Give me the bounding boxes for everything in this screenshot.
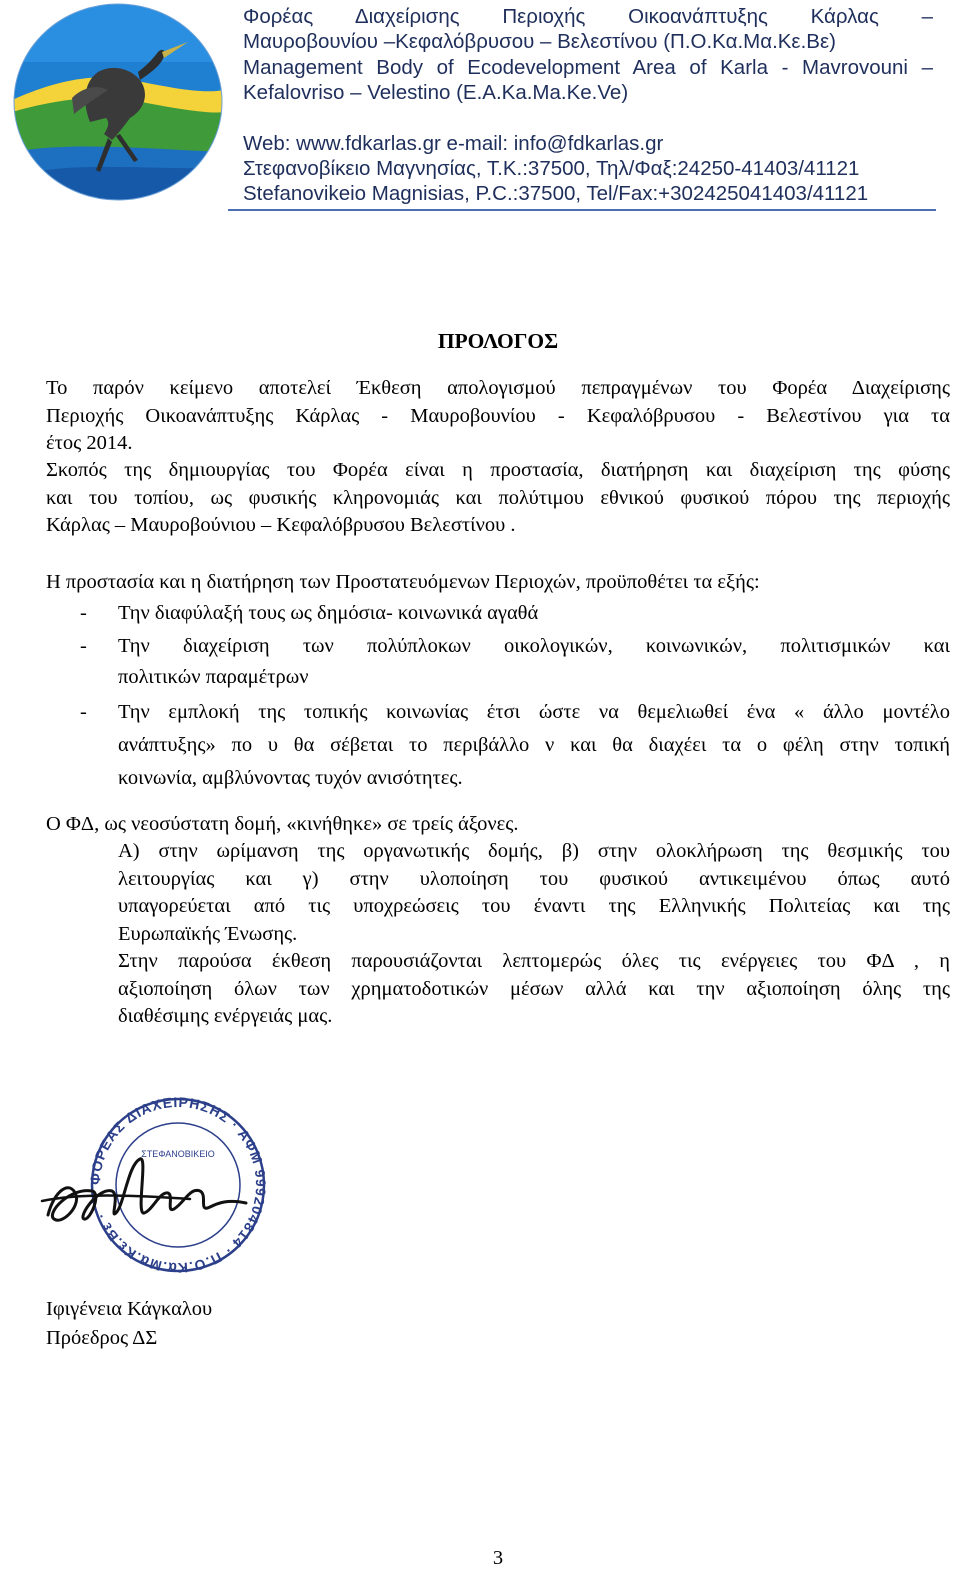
paragraph-purpose-line-2: και του τοπίου, ως φυσικής κληρονομιάς και πολύτιμου εθνικού φυσικού πόρου της περιοχής xyxy=(46,486,950,509)
paragraph-intro-line-3: έτος 2014. xyxy=(46,432,133,454)
paragraph-intro-line-1: Το παρόν κείμενο αποτελεί Έκθεση απολογισμού πεπραγμένων του Φορέα Διαχείρισης xyxy=(46,377,950,399)
paragraph-purpose xyxy=(46,457,950,540)
stamp-center-text: ΣΤΕΦΑΝΟΒΙΚΕΙΟ xyxy=(141,1149,215,1159)
page-number: 3 xyxy=(492,1547,504,1569)
bullet-text-line: ανάπτυξης» πο υ θα σέβεται το περιβάλλο ν και θα διαχέει τα ο φέλη στην τοπική xyxy=(118,734,950,756)
paragraph-purpose-line-1: Σκοπός της δημιουργίας του Φορέα είναι η προστασία, διατήρηση και διαχείριση της φύσης xyxy=(46,459,950,481)
signatory-role: Πρόεδρος ΔΣ xyxy=(46,1327,158,1349)
signatory-name: Ιφιγένεια Κάγκαλου xyxy=(46,1298,213,1320)
paragraph-report-summary xyxy=(118,948,950,1031)
header-line-2: Μαυροβουνίου –Κεφαλόβρυσου – Βελεστίνου (Π.Ο.Κα.Μα.Κε.Βε) xyxy=(243,30,836,54)
bullet-text-line: Την διαχείριση των πολύπλοκων οικολογικών, κοινωνικών, πολιτισμικών και xyxy=(118,635,950,657)
bullet-list xyxy=(80,598,950,795)
heron-logo xyxy=(12,2,224,202)
bullet-item xyxy=(80,696,950,795)
paragraph-report-line-1: Στην παρούσα έκθεση παρουσιάζονται λεπτομερώς όλες τις ενέργειες του ΦΔ , η xyxy=(118,950,950,972)
header-line-4: Kefalovriso – Velestino (E.A.Ka.Ma.Ke.Ve) xyxy=(243,81,629,105)
page-title: ΠΡΟΛΟΓΟΣ xyxy=(437,329,559,353)
paragraph-intro xyxy=(46,375,950,458)
bullet-text: Την διαφύλαξή τους ως δημόσια- κοινωνικά αγαθά xyxy=(118,602,539,624)
signatory-block xyxy=(46,1295,212,1353)
official-stamp-signature xyxy=(40,1095,270,1275)
bullet-item xyxy=(80,631,950,693)
bullet-text-line: Την εμπλοκή της τοπικής κοινωνίας έτσι ώστε να θεμελιωθεί ένα « άλλο μοντέλο xyxy=(118,701,950,723)
paragraph-intro-line-2: Περιοχής Οικοανάπτυξης Κάρλας - Μαυροβουνίου - Κεφαλόβρυσου - Βελεστίνου για τα xyxy=(46,404,950,427)
paragraph-prerequisites: Η προστασία και η διατήρηση των Προστατευόμενων Περιοχών, προϋποθέτει τα εξής: xyxy=(46,571,760,593)
header-address-english: Stefanovikeio Magnisias, P.C.:37500, Tel/Fax:+302425041403/41121 xyxy=(243,182,869,206)
paragraph-axes-detail xyxy=(118,838,950,948)
paragraph-axes: Ο ΦΔ, ως νεοσύστατη δομή, «κινήθηκε» σε τρείς άξονες. xyxy=(46,813,519,835)
header-divider xyxy=(228,209,936,211)
paragraph-purpose-line-3: Κάρλας – Μαυροβούνιου – Κεφαλόβρυσου Βελεστίνου . xyxy=(46,514,516,536)
bullet-dash: - xyxy=(80,635,87,657)
bullet-dash: - xyxy=(80,701,87,723)
organization-header xyxy=(243,4,933,207)
header-line-1: Φορέας Διαχείρισης Περιοχής Οικοανάπτυξης Κάρλας – xyxy=(243,5,933,28)
bullet-dash: - xyxy=(80,602,87,624)
paragraph-axes-line-3: υπαγορεύεται από τις υποχρεώσεις του έναντι της Ελληνικής Πολιτείας και της xyxy=(118,895,950,917)
header-web-email: Web: www.fdkarlas.gr e-mail: info@fdkarlas.gr xyxy=(243,131,664,155)
paragraph-report-line-2: αξιοποίηση όλων των χρηματοδοτικών μέσων αλλά και την αξιοποίηση όλης της xyxy=(118,977,950,1000)
paragraph-report-line-3: διαθέσιμης ενέργειάς μας. xyxy=(118,1005,333,1027)
paragraph-axes-line-2: λειτουργίας και γ) στην υλοποίηση του φυσικού αντικειμένου όπως αυτό xyxy=(118,867,950,890)
svg-text:ΦΟΡΕΑΣ ΔΙΑΧΕΙΡΗΣΗΣ · ΑΦΜ 99920 xyxy=(87,1095,269,1275)
paragraph-axes-line-1: Α) στην ωρίμανση της οργανωτικής δομής, β) στην ολοκλήρωση της θεσμικής του xyxy=(118,840,950,862)
paragraph-axes-line-4: Ευρωπαϊκής Ένωσης. xyxy=(118,922,298,945)
stamp-ring-text: ΦΟΡΕΑΣ ΔΙΑΧΕΙΡΗΣΗΣ · ΑΦΜ 999204814 · Π.Ο.Κα.Μα.Κε.Βε · xyxy=(86,1095,270,1275)
header-address-greek: Στεφανοβίκειο Μαγνησίας, Τ.Κ.:37500, Τηλ/Φαξ:24250-41403/41121 xyxy=(243,157,860,181)
bullet-item xyxy=(80,598,950,629)
bullet-text-line: κοινωνία, αμβλύνοντας τυχόν ανισότητες. xyxy=(118,767,463,789)
header-line-3: Management Body of Ecodevelopment Area of Karla - Mavrovouni – xyxy=(243,55,933,79)
bullet-text-line: πολιτικών παραμέτρων xyxy=(118,666,309,688)
